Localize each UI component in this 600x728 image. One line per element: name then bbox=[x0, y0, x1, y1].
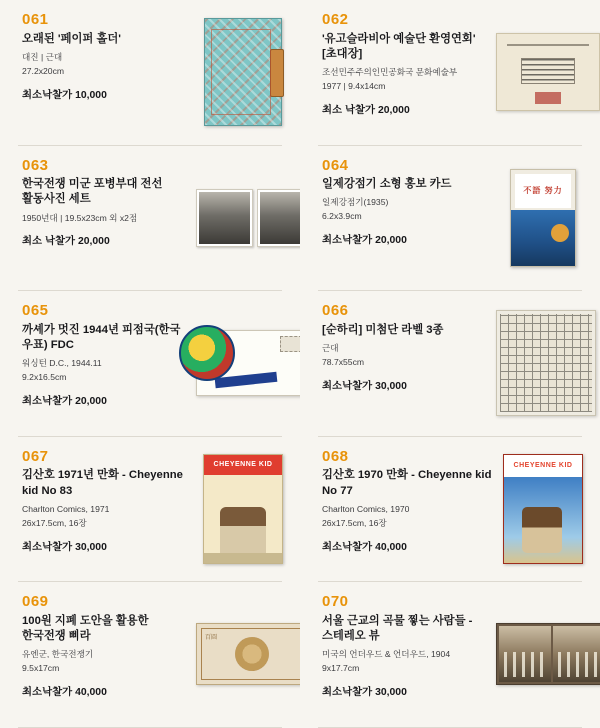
lot-image-wrap bbox=[192, 594, 300, 714]
lot-desc-line-1: 워싱턴 D.C., 1944.11 bbox=[22, 358, 102, 369]
lot-number: 066 bbox=[322, 302, 349, 320]
doc-line bbox=[507, 44, 589, 46]
lot-image-wrap bbox=[192, 158, 300, 278]
lot-number: 061 bbox=[22, 11, 49, 28]
card-sun bbox=[551, 224, 569, 242]
lot-desc-line-1: Charlton Comics, 1971 bbox=[22, 503, 110, 514]
lot-number: 065 bbox=[22, 302, 49, 320]
stereo-right-frame bbox=[553, 626, 600, 682]
lot-text-block bbox=[22, 158, 192, 248]
lot-item[interactable] bbox=[0, 146, 300, 292]
banknote-leaflet-image bbox=[196, 623, 300, 685]
propaganda-card-red-blue-image bbox=[510, 169, 576, 267]
lot-item[interactable] bbox=[0, 291, 300, 437]
lot-image-wrap bbox=[492, 158, 590, 278]
lot-price: 최소낙찰가 20,000 bbox=[22, 395, 107, 407]
lot-desc-line-2: 6.2x3.9cm bbox=[322, 211, 362, 222]
label-sheet-grid-image bbox=[496, 310, 596, 416]
comic-ground bbox=[204, 553, 282, 563]
comic-figure bbox=[522, 507, 562, 553]
photo-left bbox=[196, 189, 253, 247]
war-photographs-pair-image bbox=[196, 189, 300, 247]
stereo-left-frame bbox=[499, 626, 551, 682]
lot-item[interactable] bbox=[0, 582, 300, 728]
lot-item[interactable] bbox=[300, 582, 600, 728]
photo-right bbox=[257, 189, 300, 247]
lot-number: 069 bbox=[22, 593, 49, 611]
paper-holder-teal-book-image bbox=[204, 18, 282, 126]
stereo-view-card-image bbox=[496, 623, 600, 685]
lot-desc-line-1: Charlton Comics, 1970 bbox=[322, 503, 410, 514]
lot-number: 062 bbox=[322, 11, 349, 28]
lot-item[interactable] bbox=[300, 437, 600, 583]
lot-desc-line-2: 9.2x16.5cm bbox=[22, 372, 67, 383]
lot-title: [순하리] 미첨단 라벨 3종 bbox=[322, 323, 444, 336]
postage-stamp bbox=[280, 336, 300, 352]
lot-number: 070 bbox=[322, 593, 349, 611]
lot-price: 최소 낙찰가 20,000 bbox=[322, 104, 410, 116]
lot-desc-line-1: 일제강점기(1935) bbox=[322, 197, 389, 208]
lot-price: 최소낙찰가 20,000 bbox=[322, 235, 407, 247]
lot-text-block bbox=[22, 594, 192, 698]
doc-seal bbox=[535, 92, 561, 104]
lot-desc-line-1: 대진 | 근대 bbox=[22, 51, 63, 62]
lot-number: 068 bbox=[322, 447, 349, 465]
lot-title: 김산호 1971년 만화 - Cheyenne kid No 83 bbox=[22, 469, 183, 497]
lot-price: 최소낙찰가 30,000 bbox=[322, 687, 407, 699]
doc-text-block bbox=[521, 58, 575, 84]
lot-number: 064 bbox=[322, 156, 349, 174]
lot-title: 한국전쟁 미군 포병부대 전선 활동사진 세트 bbox=[22, 178, 163, 206]
lot-desc-line-2: 9x17.7cm bbox=[322, 663, 360, 674]
lot-desc-line-2: 9.5x17cm bbox=[22, 663, 60, 674]
comic-logo: CHEYENNE KID bbox=[504, 455, 582, 477]
card-top-text: 不語 努力 bbox=[515, 174, 571, 208]
lot-desc-line-2: 26x17.5cm, 16장 bbox=[322, 517, 387, 528]
lot-desc-line-2: 26x17.5cm, 16장 bbox=[22, 517, 87, 528]
lot-item[interactable] bbox=[300, 0, 600, 146]
lot-number: 063 bbox=[22, 156, 49, 174]
lot-image-wrap bbox=[492, 12, 600, 132]
lot-title: 까셰가 멋진 1944년 피점국(한국 우표) FDC bbox=[22, 323, 181, 351]
lot-price: 최소낙찰가 40,000 bbox=[322, 541, 407, 553]
lot-number: 067 bbox=[22, 447, 49, 465]
lot-price: 최소낙찰가 30,000 bbox=[322, 380, 407, 392]
lot-desc-line-2: 1977 | 9.4x14cm bbox=[322, 80, 386, 91]
lot-item[interactable] bbox=[0, 0, 300, 146]
fdc-envelope-cachet-image bbox=[196, 330, 300, 396]
lot-image-wrap bbox=[492, 303, 596, 423]
lot-price: 최소낙찰가 40,000 bbox=[22, 687, 107, 699]
lot-image-wrap bbox=[192, 303, 300, 423]
comic-logo: CHEYENNE KID bbox=[204, 455, 282, 475]
lot-text-block bbox=[322, 594, 492, 698]
banknote-medallion bbox=[235, 637, 269, 671]
lot-desc-line-2: 27.2x20cm bbox=[22, 65, 65, 76]
lot-item[interactable] bbox=[300, 291, 600, 437]
lot-price: 최소낙찰가 30,000 bbox=[22, 541, 107, 553]
lot-text-block bbox=[322, 303, 492, 392]
lot-text-block bbox=[22, 303, 192, 407]
lot-price: 최소 낙찰가 20,000 bbox=[22, 236, 110, 248]
lot-item[interactable] bbox=[0, 437, 300, 583]
lot-image-wrap bbox=[192, 12, 290, 132]
lot-title: '유고슬라비아 예술단 환영연회' [초대장] bbox=[322, 32, 476, 60]
banknote-text: 百圓 bbox=[205, 635, 218, 642]
lot-text-block bbox=[322, 12, 492, 116]
lot-desc-line-1: 미국의 언더우드 & 언더우드, 1904 bbox=[322, 649, 451, 660]
lot-desc-line-1: 1950년대 | 19.5x23cm 외 x2점 bbox=[22, 212, 138, 223]
lot-desc-line-2: 78.7x55cm bbox=[322, 356, 365, 367]
comic-figure bbox=[220, 507, 266, 555]
lot-title: 오래된 '페이퍼 홀더' bbox=[22, 32, 121, 45]
lot-text-block bbox=[322, 449, 492, 553]
lot-desc-line-1: 조선민주주의인민공화국 문화예술부 bbox=[322, 67, 458, 77]
lot-title: 서울 근교의 곡물 찧는 사람들 - 스테레오 뷰 bbox=[322, 614, 473, 643]
comic-cover-cheyenne-83-image bbox=[203, 454, 283, 564]
lot-title: 일제강점기 소형 홍보 카드 bbox=[322, 178, 452, 191]
lot-title: 김산호 1970 만화 - Cheyenne kid No 77 bbox=[322, 469, 492, 497]
envelope-cachet bbox=[179, 325, 235, 381]
lot-title: 100원 지폐 도안을 활용한 한국전쟁 삐라 bbox=[22, 614, 149, 643]
lot-text-block bbox=[22, 12, 192, 101]
lot-desc-line-1: 유엔군, 한국전쟁기 bbox=[22, 649, 94, 660]
lot-text-block bbox=[322, 158, 492, 247]
lot-image-wrap bbox=[192, 449, 290, 569]
lot-price: 최소낙찰가 10,000 bbox=[22, 89, 107, 101]
lot-image-wrap bbox=[492, 449, 590, 569]
lot-item[interactable] bbox=[300, 146, 600, 292]
invitation-document-cream-image bbox=[496, 33, 600, 111]
lot-image-wrap bbox=[492, 594, 600, 714]
lot-text-block bbox=[22, 449, 192, 553]
comic-cover-cheyenne-77-image bbox=[503, 454, 583, 564]
lot-desc-line-1: 근대 bbox=[322, 342, 339, 353]
